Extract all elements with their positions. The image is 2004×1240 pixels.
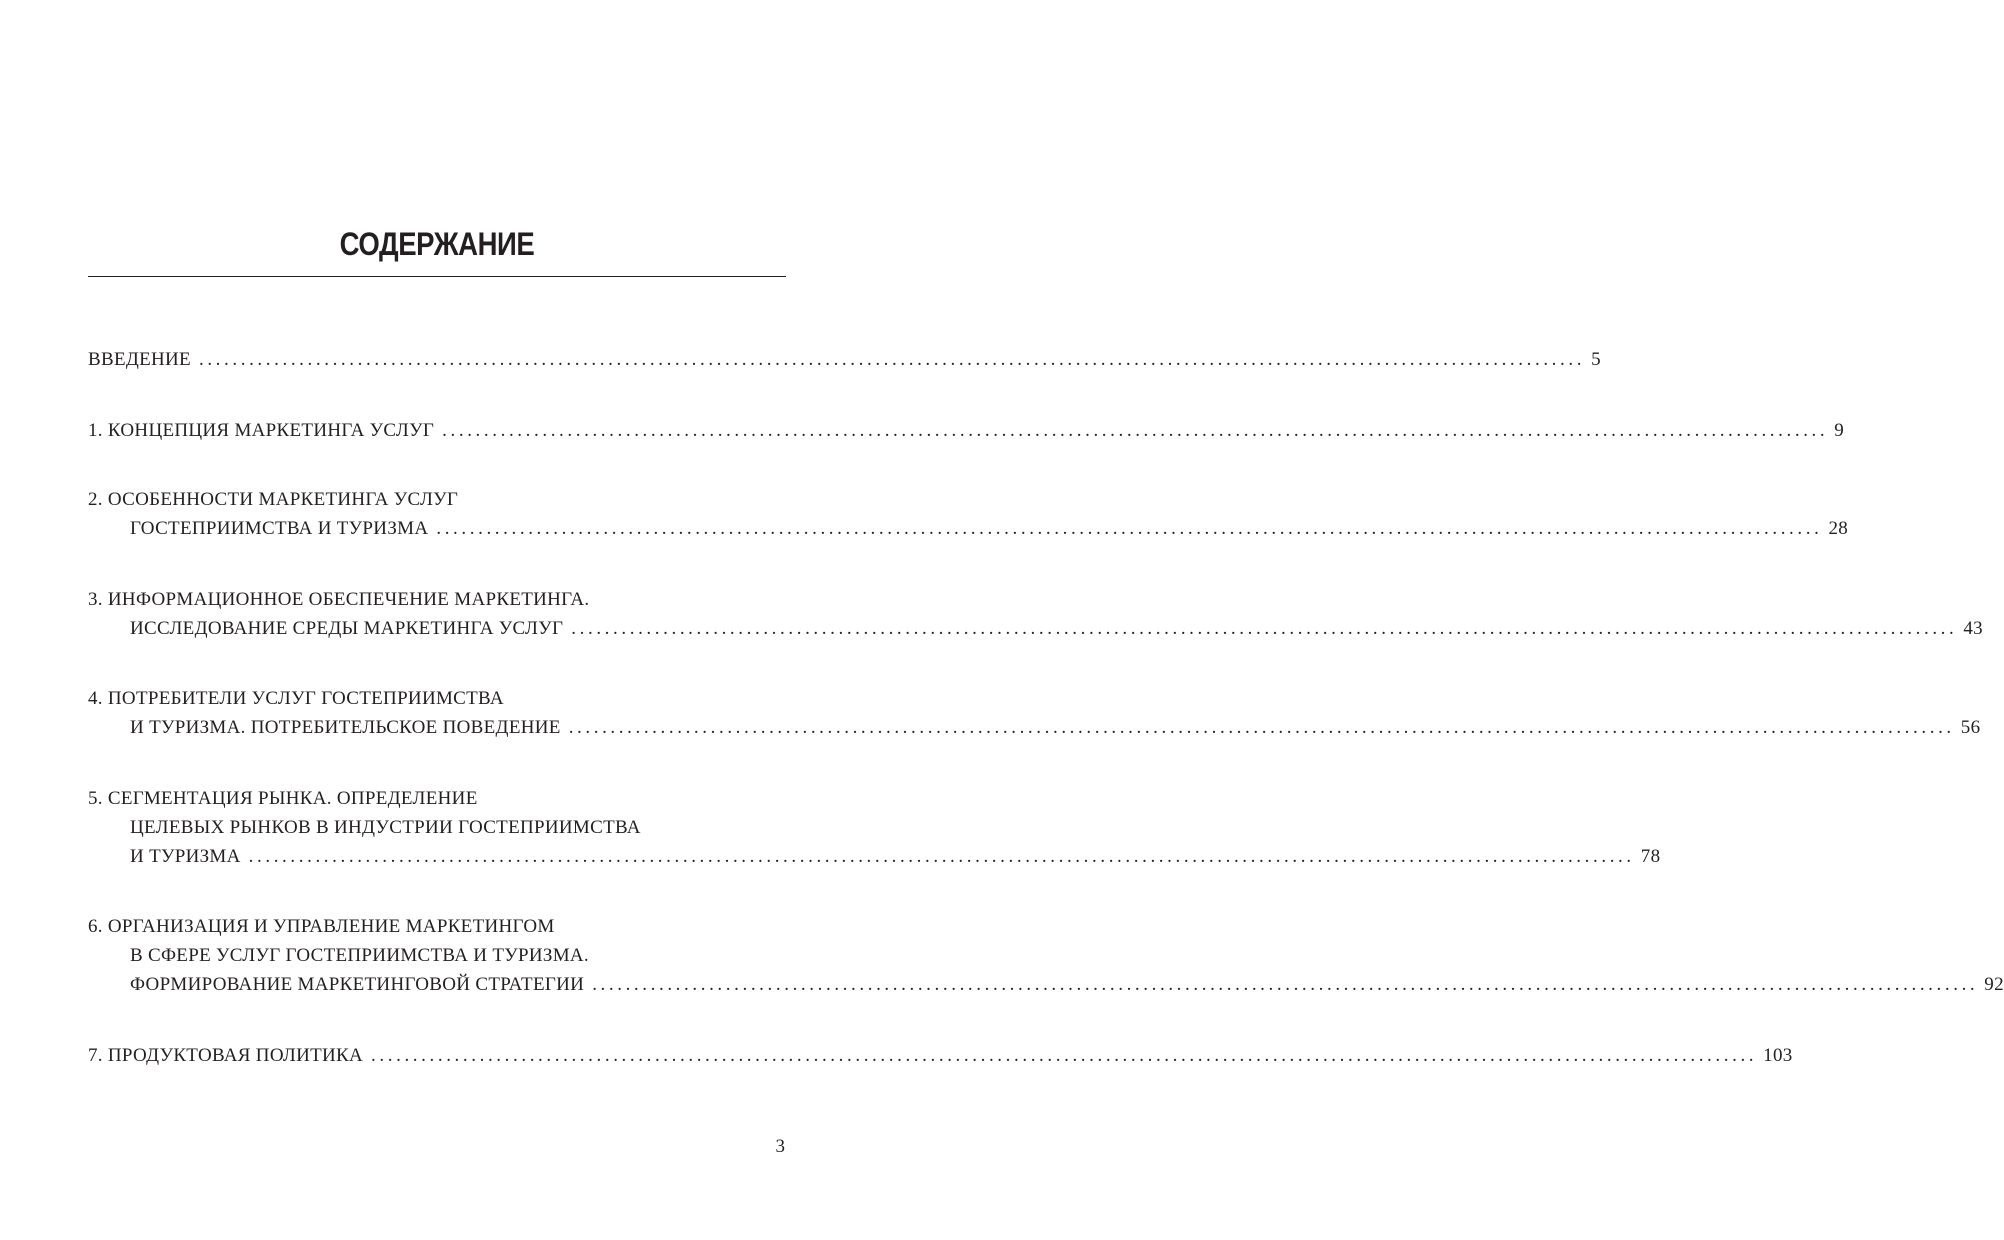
toc-page-number: 5 [1591,349,1601,370]
toc-page-number: 78 [1640,846,1661,867]
toc-entry-chapter-7[interactable] [88,1041,1793,1070]
toc-entry-chapter-3[interactable] [88,585,1983,643]
toc-entry-chapter-4[interactable] [88,684,1981,742]
toc-entry-title: 4. ПОТРЕБИТЕЛИ УСЛУГ ГОСТЕПРИИМСТВА [88,688,504,709]
toc-page-number: 103 [1763,1045,1793,1066]
toc-entry-title-continued: И ТУРИЗМА [130,846,241,867]
toc-leader-dots: ...................................................................................................................................................................... [436,518,1823,539]
toc-entry-title-continued: И ТУРИЗМА. ПОТРЕБИТЕЛЬСКОЕ ПОВЕДЕНИЕ [130,717,561,738]
toc-entry-title: 1. КОНЦЕПЦИЯ МАРКЕТИНГА УСЛУГ [88,420,435,441]
toc-entry-title: 6. ОРГАНИЗАЦИЯ И УПРАВЛЕНИЕ МАРКЕТИНГОМ [88,916,555,937]
toc-entry-title: 3. ИНФОРМАЦИОННОЕ ОБЕСПЕЧЕНИЕ МАРКЕТИНГА. [88,589,590,610]
toc-leader-dots: ...................................................................................................................................................................... [371,1045,1758,1066]
toc-page-number: 28 [1828,518,1849,539]
toc-page-number: 43 [1963,618,1983,639]
toc-entry-title: 7. ПРОДУКТОВАЯ ПОЛИТИКА [88,1045,364,1066]
toc-page-number: 56 [1960,717,1981,738]
toc-entry-title-continued: ФОРМИРОВАНИЕ МАРКЕТИНГОВОЙ СТРАТЕГИИ [130,974,585,995]
toc-page-number: 9 [1834,420,1845,441]
toc-entry-title-continued: В СФЕРЕ УСЛУГ ГОСТЕПРИИМСТВА И ТУРИЗМА. [130,945,589,966]
toc-entry-chapter-5[interactable] [88,784,1661,871]
toc-leader-dots: ...................................................................................................................................................................... [442,420,1829,441]
toc-leader-dots: ...................................................................................................................................................................... [198,349,1586,370]
toc-leader-dots: ...................................................................................................................................................................... [571,618,1958,639]
page-title: СОДЕРЖАНИЕ [339,226,535,262]
toc-entry-chapter-6[interactable] [88,912,2004,999]
toc-entry-title: ВВЕДЕНИЕ [88,349,191,370]
toc-entry-title-continued: ИССЛЕДОВАНИЕ СРЕДЫ МАРКЕТИНГА УСЛУГ [130,618,564,639]
toc-entry-chapter-1[interactable] [88,416,1845,445]
toc-leader-dots: ...................................................................................................................................................................... [592,974,1979,995]
toc-leader-dots: ...................................................................................................................................................................... [568,717,1955,738]
toc-page-number: 92 [1984,974,2004,995]
toc-entry-title: 5. СЕГМЕНТАЦИЯ РЫНКА. ОПРЕДЕЛЕНИЕ [88,788,478,809]
toc-entry-title-continued: ГОСТЕПРИИМСТВА И ТУРИЗМА [130,518,429,539]
toc-entry-title-continued: ЦЕЛЕВЫХ РЫНКОВ В ИНДУСТРИИ ГОСТЕПРИИМСТВА [130,817,641,838]
page-number: 3 [775,1136,785,1157]
toc-leader-dots: ...................................................................................................................................................................... [248,846,1635,867]
toc-entry-title: 2. ОСОБЕННОСТИ МАРКЕТИНГА УСЛУГ [88,489,459,510]
title-underline [88,276,786,277]
toc-entry-chapter-2[interactable] [88,485,1849,543]
toc-entry-introduction[interactable] [88,345,1601,374]
